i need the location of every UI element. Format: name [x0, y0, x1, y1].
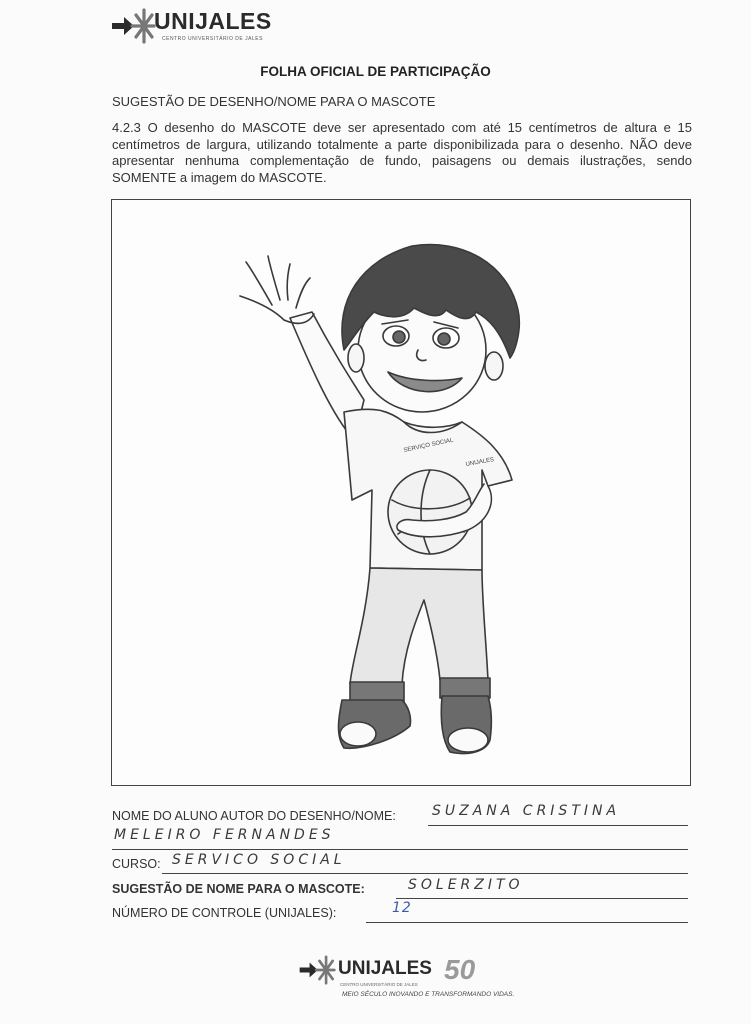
author-value-line1: SUZANA CRISTINA — [432, 803, 621, 819]
course-label: CURSO: — [112, 857, 161, 871]
logo-wordmark: UNIJALES — [154, 8, 272, 34]
unijales-arrow-star-icon — [110, 6, 156, 46]
control-number-label: NÚMERO DE CONTROLE (UNIJALES): — [112, 906, 337, 920]
control-number-value: 12 — [392, 900, 412, 916]
drawing-area — [111, 199, 691, 786]
footer-tagline-small: CENTRO UNIVERSITÁRIO DE JALES — [340, 982, 418, 987]
shirt-logo-text: UNIJALES — [465, 457, 495, 468]
footer-logo — [298, 952, 515, 1006]
unijales-arrow-star-icon — [298, 952, 336, 988]
rule-paragraph: 4.2.3 O desenho do MASCOTE deve ser apresentado com até 15 centímetros de altura e 15 centímetros de largura, utilizando totalmente a parte disponibilizada para o desenho. NÃO deve apresentar nenhuma complementação de fundo, paisagens ou demais ilustrações, sendo SOMENTE a imagem do MASCOTE. — [112, 120, 692, 185]
anniversary-badge: 50 — [444, 954, 476, 985]
name-suggestion-line — [396, 898, 688, 899]
shirt-text: SERVIÇO SOCIAL — [403, 437, 454, 454]
mascot-drawing — [112, 200, 690, 785]
page-title: FOLHA OFICIAL DE PARTICIPAÇÃO — [260, 64, 491, 79]
author-value-line2: MELEIRO FERNANDES — [114, 827, 335, 843]
footer-tagline: MEIO SÉCULO INOVANDO E TRANSFORMANDO VIDAS. — [342, 991, 515, 998]
course-value: SERVICO SOCIAL — [172, 852, 346, 868]
author-line-2 — [112, 849, 688, 850]
page-subtitle: SUGESTÃO DE DESENHO/NOME PARA O MASCOTE — [112, 94, 436, 109]
author-label: NOME DO ALUNO AUTOR DO DESENHO/NOME: — [112, 809, 396, 823]
control-number-line — [366, 922, 688, 923]
author-line-1 — [428, 825, 688, 826]
name-suggestion-value: SOLERZITO — [408, 877, 524, 893]
logo-tagline: CENTRO UNIVERSITÁRIO DE JALES — [162, 36, 263, 42]
footer-wordmark: UNIJALES — [338, 958, 432, 979]
name-suggestion-label: SUGESTÃO DE NOME PARA O MASCOTE: — [112, 882, 365, 896]
header-logo — [110, 4, 310, 50]
course-line — [162, 873, 688, 874]
